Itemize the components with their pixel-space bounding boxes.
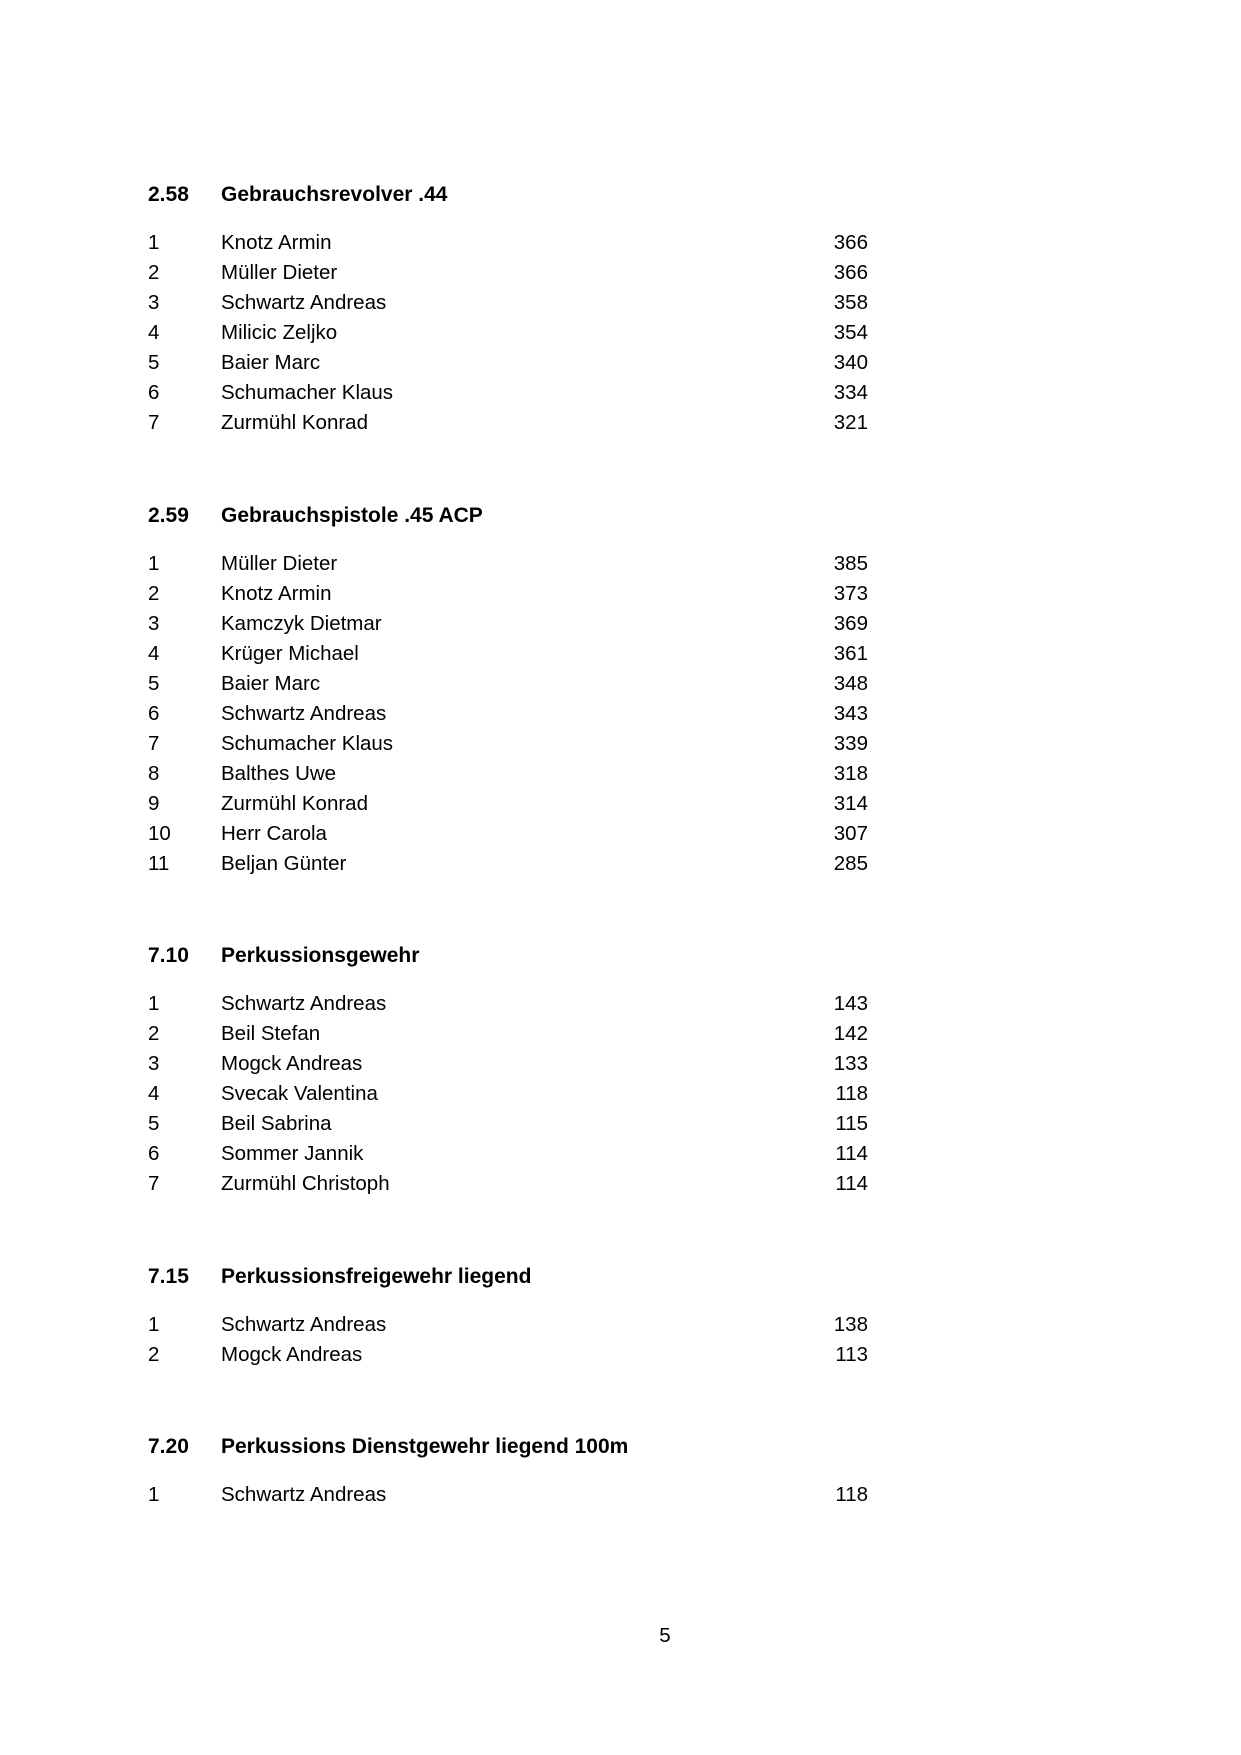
result-score: 369 [833,612,868,635]
result-name: Beil Sabrina [221,1112,332,1135]
result-name: Kamczyk Dietmar [221,612,382,635]
result-name: Beljan Günter [221,852,347,875]
result-rank: 1 [148,992,160,1015]
result-row [148,1310,868,1340]
result-name: Schwartz Andreas [221,1483,387,1506]
result-row [148,729,868,759]
result-rank: 2 [148,582,160,605]
result-rank: 1 [148,1483,160,1506]
result-rank: 8 [148,762,160,785]
result-score: 366 [833,261,868,284]
result-rank: 3 [148,612,160,635]
result-name: Herr Carola [221,822,327,845]
result-score: 118 [835,1483,868,1506]
section-title: Perkussionsgewehr [221,944,420,967]
result-row [148,1019,868,1049]
result-row [148,408,868,438]
result-row [148,228,868,258]
result-score: 114 [835,1172,868,1195]
result-name: Schumacher Klaus [221,381,394,404]
result-score: 115 [835,1112,868,1135]
result-row [148,1079,868,1109]
result-score: 373 [833,582,868,605]
result-name: Sommer Jannik [221,1142,364,1165]
result-row [148,849,868,879]
result-name: Müller Dieter [221,261,338,284]
result-list [148,989,868,1199]
result-row [148,1340,868,1370]
result-rank: 5 [148,351,160,374]
result-score: 340 [833,351,868,374]
results-section [148,941,868,1199]
result-name: Mogck Andreas [221,1052,363,1075]
result-row [148,819,868,849]
result-name: Schwartz Andreas [221,702,387,725]
result-name: Schumacher Klaus [221,732,394,755]
result-score: 343 [833,702,868,725]
result-row [148,639,868,669]
result-score: 318 [833,762,868,785]
result-rank: 2 [148,1022,160,1045]
result-rank: 6 [148,1142,160,1165]
result-row [148,609,868,639]
result-rank: 7 [148,732,160,755]
results-section [148,180,868,438]
section-heading [148,1262,868,1292]
result-list [148,549,868,879]
result-row [148,1109,868,1139]
result-score: 138 [833,1313,868,1336]
result-score: 366 [833,231,868,254]
result-name: Knotz Armin [221,582,332,605]
result-score: 143 [833,992,868,1015]
result-rank: 3 [148,1052,160,1075]
result-row [148,759,868,789]
result-rank: 9 [148,792,160,815]
result-rank: 6 [148,702,160,725]
result-name: Baier Marc [221,351,321,374]
section-number: 2.59 [148,504,189,527]
result-name: Knotz Armin [221,231,332,254]
result-score: 314 [833,792,868,815]
result-rank: 2 [148,1343,160,1366]
result-score: 142 [833,1022,868,1045]
result-name: Zurmühl Konrad [221,411,368,434]
section-title: Gebrauchsrevolver .44 [221,183,448,206]
result-rank: 4 [148,1082,160,1105]
result-score: 114 [835,1142,868,1165]
result-score: 113 [835,1343,868,1366]
result-rank: 1 [148,1313,160,1336]
result-name: Schwartz Andreas [221,992,387,1015]
section-heading [148,941,868,971]
result-row [148,669,868,699]
result-rank: 2 [148,261,160,284]
result-rank: 7 [148,411,160,434]
result-name: Zurmühl Christoph [221,1172,390,1195]
result-rank: 10 [148,822,171,845]
result-score: 307 [833,822,868,845]
result-name: Milicic Zeljko [221,321,338,344]
section-number: 7.10 [148,944,189,967]
result-name: Müller Dieter [221,552,338,575]
result-name: Baier Marc [221,672,321,695]
result-name: Beil Stefan [221,1022,321,1045]
result-row [148,378,868,408]
results-section [148,1432,868,1510]
result-name: Krüger Michael [221,642,359,665]
result-row [148,258,868,288]
result-rank: 1 [148,552,160,575]
section-number: 2.58 [148,183,189,206]
section-title: Gebrauchspistole .45 ACP [221,504,483,527]
result-list [148,1310,868,1370]
result-name: Svecak Valentina [221,1082,378,1105]
result-rank: 3 [148,291,160,314]
result-score: 118 [835,1082,868,1105]
results-section [148,1262,868,1370]
result-row [148,1139,868,1169]
result-score: 321 [833,411,868,434]
result-rank: 6 [148,381,160,404]
result-row [148,288,868,318]
result-score: 339 [833,732,868,755]
result-row [148,318,868,348]
result-rank: 5 [148,1112,160,1135]
result-score: 354 [833,321,868,344]
section-heading [148,180,868,210]
result-name: Zurmühl Konrad [221,792,368,815]
result-score: 358 [833,291,868,314]
result-list [148,228,868,438]
results-section [148,501,868,879]
section-number: 7.15 [148,1265,189,1288]
result-name: Mogck Andreas [221,1343,363,1366]
result-row [148,1480,868,1510]
section-heading [148,1432,868,1462]
result-rank: 7 [148,1172,160,1195]
result-score: 334 [833,381,868,404]
result-score: 348 [833,672,868,695]
result-row [148,699,868,729]
result-score: 361 [833,642,868,665]
result-score: 285 [833,852,868,875]
section-title: Perkussionsfreigewehr liegend [221,1265,532,1288]
result-name: Balthes Uwe [221,762,337,785]
section-heading [148,501,868,531]
result-row [148,348,868,378]
result-rank: 11 [148,852,170,875]
result-rank: 4 [148,321,160,344]
result-row [148,989,868,1019]
section-title: Perkussions Dienstgewehr liegend 100m [221,1435,629,1458]
result-row [148,579,868,609]
result-row [148,1049,868,1079]
result-row [148,549,868,579]
result-score: 133 [833,1052,868,1075]
result-name: Schwartz Andreas [221,1313,387,1336]
section-number: 7.20 [148,1435,189,1458]
result-name: Schwartz Andreas [221,291,387,314]
result-rank: 4 [148,642,160,665]
result-list [148,1480,868,1510]
result-rank: 5 [148,672,160,695]
result-rank: 1 [148,231,160,254]
result-row [148,1169,868,1199]
page-number: 5 [659,1624,671,1647]
result-row [148,789,868,819]
result-score: 385 [833,552,868,575]
